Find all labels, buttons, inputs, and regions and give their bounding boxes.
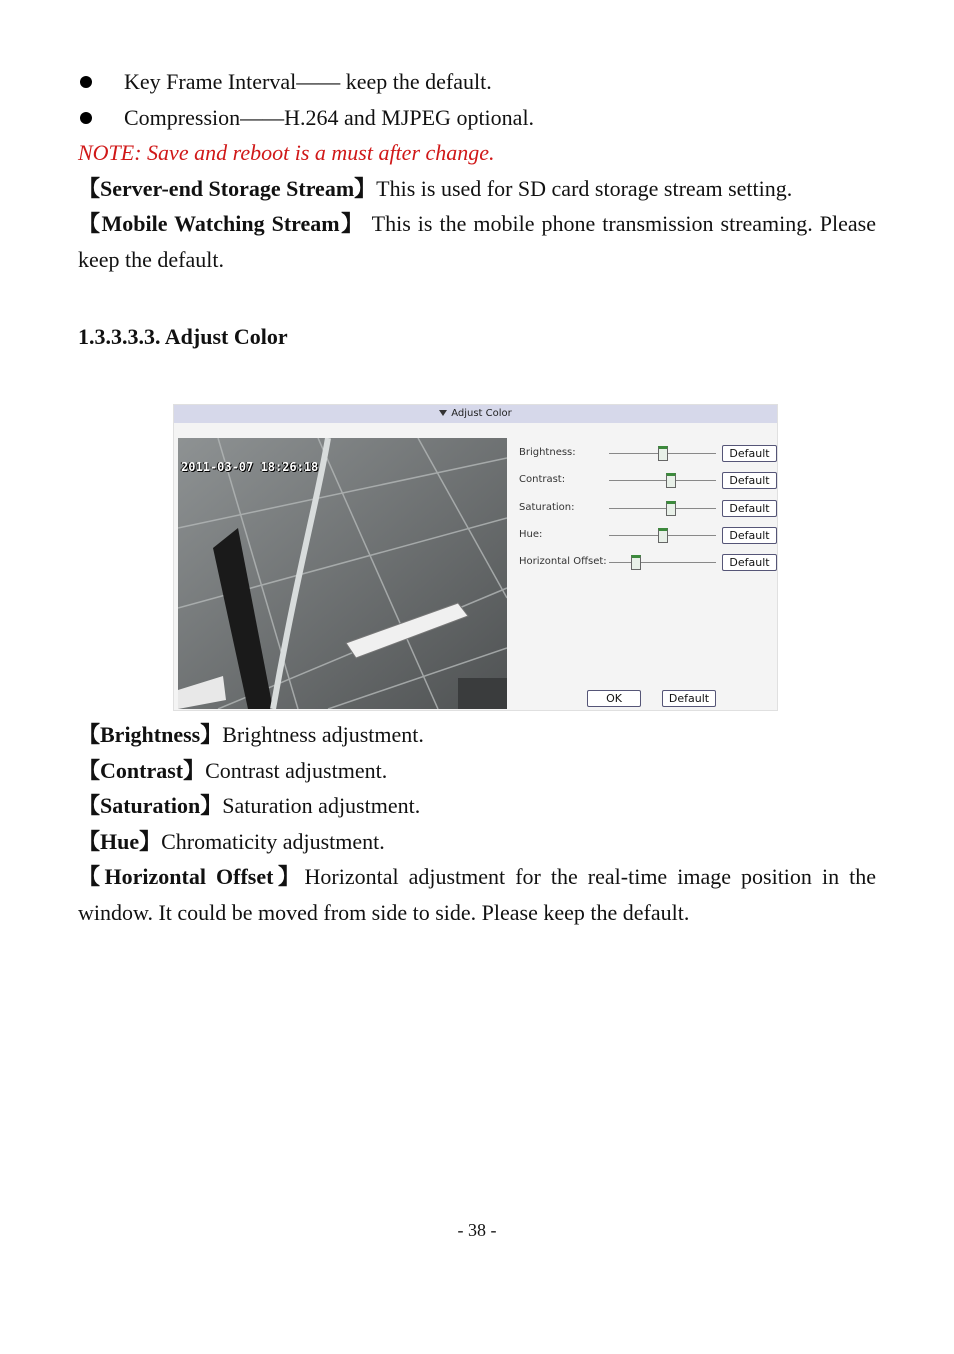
slider-default-button[interactable]: Default <box>722 527 777 544</box>
definition-brightness <box>78 722 424 748</box>
camera-scene-image <box>178 438 507 709</box>
slider-thumb[interactable] <box>631 555 641 570</box>
page-number: - 38 - <box>457 1220 497 1240</box>
slider-thumb[interactable] <box>666 501 676 516</box>
slider-default-button[interactable]: Default <box>722 554 777 571</box>
definition-saturation <box>78 793 420 819</box>
slider-thumb[interactable] <box>658 446 668 461</box>
mobile-stream-term: 【Mobile Watching Stream】 <box>78 211 365 236</box>
default-all-button[interactable]: Default <box>662 690 716 707</box>
slider-label: Horizontal Offset: <box>519 556 607 568</box>
bullet-icon <box>80 112 92 124</box>
ok-button[interactable]: OK <box>587 690 641 707</box>
slider-default-button[interactable]: Default <box>722 472 777 489</box>
bullet-icon <box>80 76 92 88</box>
adjust-color-panel <box>173 404 778 711</box>
definition-term: 【Contrast】 <box>78 758 206 783</box>
mobile-stream-paragraph <box>78 206 876 278</box>
definition-desc: Brightness adjustment. <box>222 722 424 747</box>
definition-term: 【Horizontal Offset】 <box>78 864 305 889</box>
definition-desc: Horizontal adjustment for the real-time image position in the window. It could be moved from side to side. Please keep the default. <box>78 864 876 925</box>
slider-label: Brightness: <box>519 447 576 458</box>
slider-track[interactable] <box>609 562 716 563</box>
slider-label: Contrast: <box>519 474 566 486</box>
definition-desc: Contrast adjustment. <box>205 758 388 783</box>
definition-term: 【Brightness】 <box>78 722 223 747</box>
panel-title: Adjust Color <box>451 408 512 419</box>
definition-desc: Chromaticity adjustment. <box>161 829 385 854</box>
definition-contrast <box>78 758 387 784</box>
bullet-compression: Compression——H.264 and MJPEG optional. <box>124 105 535 130</box>
definition-hue <box>78 829 385 855</box>
definition-horizontal-offset <box>78 859 876 931</box>
server-stream-term: 【Server-end Storage Stream】 <box>78 176 377 201</box>
camera-video-feed <box>178 438 507 709</box>
slider-track[interactable] <box>609 480 716 481</box>
collapse-triangle-icon <box>439 410 447 416</box>
slider-label: Hue: <box>519 528 543 540</box>
section-heading: 1.3.3.3.3. Adjust Color <box>78 324 288 349</box>
definition-desc: Saturation adjustment. <box>222 793 421 818</box>
slider-default-button[interactable]: Default <box>722 500 777 517</box>
server-stream-line <box>78 176 792 202</box>
slider-thumb[interactable] <box>666 473 676 488</box>
mobile-stream-desc: This is the mobile phone transmission streaming. Please keep the default. <box>78 211 876 272</box>
slider-default-button[interactable]: Default <box>722 445 777 462</box>
slider-thumb[interactable] <box>658 528 668 543</box>
bullet-key-frame: Key Frame Interval—— keep the default. <box>124 69 492 94</box>
video-timestamp: 2011-03-07 18:26:18 <box>181 460 319 474</box>
panel-title-bar[interactable] <box>174 405 777 423</box>
definition-term: 【Saturation】 <box>78 793 223 818</box>
slider-label: Saturation: <box>519 501 575 513</box>
note-text: NOTE: Save and reboot is a must after change. <box>78 140 495 165</box>
slider-track[interactable] <box>609 508 716 509</box>
server-stream-desc: This is used for SD card storage stream setting. <box>376 176 793 201</box>
definition-term: 【Hue】 <box>78 829 162 854</box>
